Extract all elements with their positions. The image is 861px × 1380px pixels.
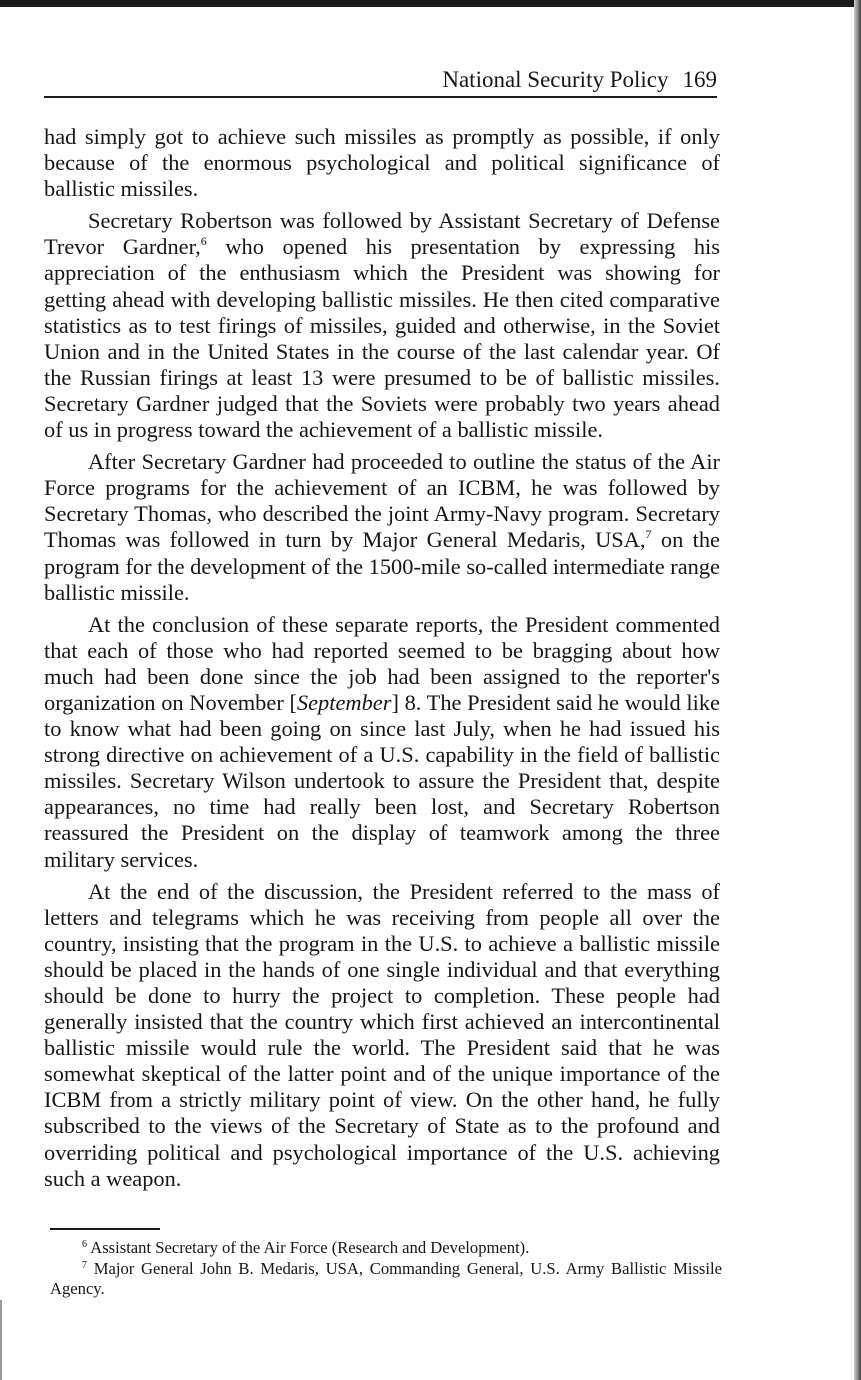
footnote-6	[50, 1238, 722, 1259]
running-header	[44, 64, 717, 98]
page-left-mark	[0, 1300, 2, 1380]
page-right-edge	[854, 0, 861, 1380]
body-text	[44, 124, 720, 1198]
paragraph-1	[44, 124, 720, 202]
footnote-ref-6: 6	[200, 234, 207, 249]
paragraph-text: At the conclusion of these separate reports, the President commented that each of those who had reported seemed to be bragging about how much had been done since the job had been assigned to the reporter's organization on November [	[44, 611, 720, 715]
page-number: 169	[682, 67, 717, 92]
footnote-ref-7: 7	[645, 527, 652, 542]
paragraph-text: After Secretary Gardner had proceeded to outline the status of the Air Force programs for the achievement of an ICBM, he was followed by Secretary Thomas, who described the joint Army-Navy program. Secretary Thomas was followed in turn by Major General Medaris, USA,	[44, 449, 720, 553]
footnote-7	[50, 1259, 722, 1300]
footnote-number: 7	[82, 1259, 87, 1271]
paragraph-text: At the end of the discussion, the President referred to the mass of letters and telegrams which he was receiving from people all over the country, insisting that the program in the U.S. to achieve a ballistic missile should be placed in the hands of one single individual and that everything should be done to hurry the project to completion. These people had generally insisted that the country which first achieved an intercontinental ballistic missile would rule the world. The President said that he was somewhat skeptical of the latter point and of the unique importance of the ICBM from a strictly military point of view. On the other hand, he fully subscribed to the views of the Secretary of State as to the profound and overriding political and psychological importance of the U.S. achieving such a weapon.	[44, 878, 720, 1191]
paragraph-text: Secretary Robertson was followed by Assistant Secretary of Defense Trevor Gardner,	[44, 208, 720, 260]
page-top-edge	[0, 0, 861, 7]
paragraph-5	[44, 879, 720, 1192]
paragraph-text: on the program for the development of the 1500-mile so-called intermediate range ballistic missile.	[44, 527, 720, 605]
footnote-divider	[50, 1228, 160, 1230]
paragraph-text: had simply got to achieve such missiles as promptly as possible, if only because of the enormous psychological and political significance of ballistic missiles.	[44, 124, 720, 202]
paragraph-2	[44, 208, 720, 443]
footnote-text: Major General John B. Medaris, USA, Commanding General, U.S. Army Ballistic Missile Agency.	[50, 1258, 722, 1298]
italic-correction: September	[296, 689, 392, 715]
footnotes	[50, 1238, 722, 1300]
paragraph-4	[44, 612, 720, 873]
paragraph-text: who opened his presentation by expressing his appreciation of the enthusiasm which the President was showing for getting ahead with developing ballistic missiles. He then cited comparative statistics as to test firings of missiles, guided and otherwise, in the Soviet Union and in the United States in the course of the last calendar year. Of the Russian firings at least 13 were presumed to be of ballistic missiles. Secretary Gardner judged that the Soviets were probably two years ahead of us in progress toward the achievement of a ballistic missile.	[44, 234, 720, 443]
paragraph-3	[44, 449, 720, 606]
footnote-text: Assistant Secretary of the Air Force (Research and Development).	[90, 1238, 530, 1257]
footnote-number: 6	[82, 1239, 87, 1250]
paragraph-text: ] 8. The President said he would like to know what had been going on since last July, when he had issued his strong directive on achievement of a U.S. capability in the field of ballistic missiles. Secretary Wilson undertook to assure the President that, despite appearances, no time had really been lost, and Secretary Robertson reassured the President on the display of teamwork among the three military services.	[44, 689, 720, 872]
header-title: National Security Policy	[442, 67, 669, 92]
